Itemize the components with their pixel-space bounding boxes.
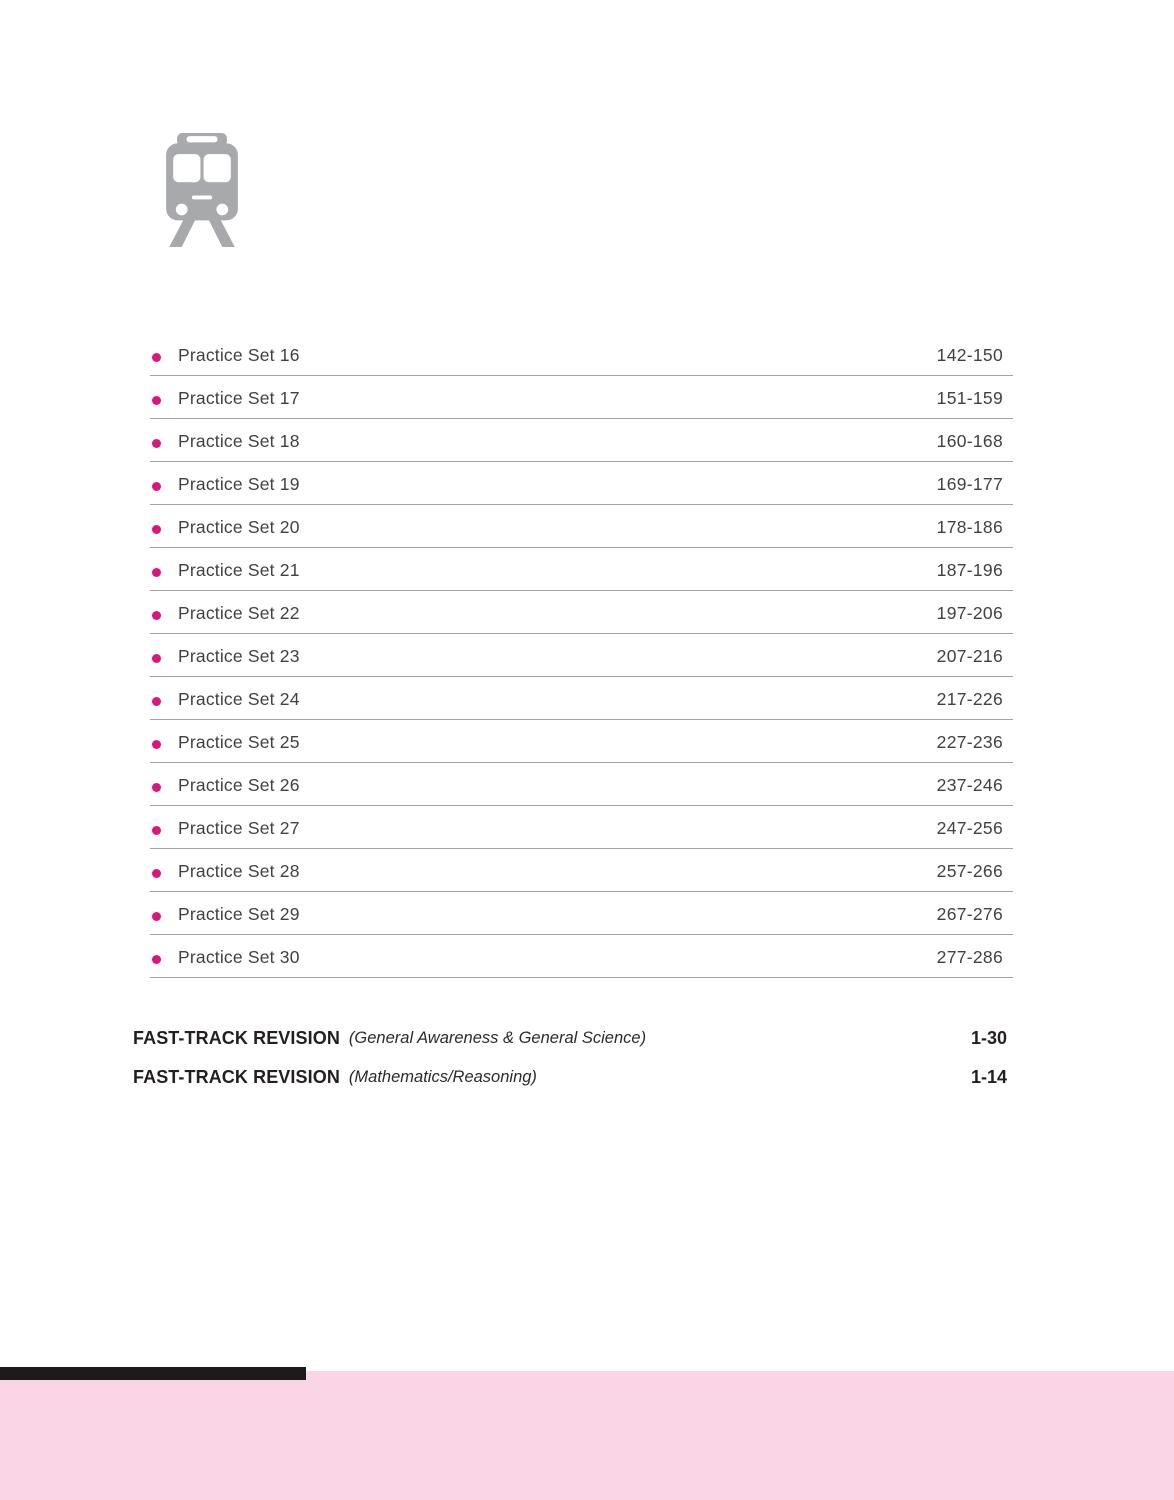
- toc-item-label: Practice Set 19: [178, 474, 300, 494]
- toc-item-pages: 142-150: [936, 345, 1003, 365]
- toc-item-label: Practice Set 23: [178, 646, 300, 666]
- toc-item-label: Practice Set 21: [178, 560, 300, 580]
- revision-row: [133, 1019, 1013, 1058]
- bullet-dot-icon: [152, 826, 161, 835]
- toc-list: [150, 333, 1013, 978]
- toc-item-pages: 151-159: [936, 388, 1003, 408]
- toc-row: [150, 677, 1013, 720]
- revision-row: [133, 1058, 1013, 1097]
- bullet-dot-icon: [152, 439, 161, 448]
- toc-row: [150, 548, 1013, 591]
- toc-item-label: Practice Set 22: [178, 603, 300, 623]
- toc-item-label: Practice Set 20: [178, 517, 300, 537]
- toc-row: [150, 462, 1013, 505]
- bullet-dot-icon: [152, 955, 161, 964]
- bullet-dot-icon: [152, 525, 161, 534]
- toc-item-pages: 169-177: [936, 474, 1003, 494]
- toc-item-pages: 187-196: [936, 560, 1003, 580]
- bullet-dot-icon: [152, 869, 161, 878]
- bullet-dot-icon: [152, 912, 161, 921]
- revision-subtitle: (Mathematics/Reasoning): [348, 1068, 537, 1086]
- toc-row: [150, 935, 1013, 978]
- toc-item-pages: 217-226: [936, 689, 1003, 709]
- toc-item-label: Practice Set 18: [178, 431, 300, 451]
- bullet-dot-icon: [152, 353, 161, 362]
- bullet-dot-icon: [152, 396, 161, 405]
- toc-item-label: Practice Set 24: [178, 689, 300, 709]
- revision-subtitle: (General Awareness & General Science): [348, 1029, 647, 1047]
- toc-item-label: Practice Set 16: [178, 345, 300, 365]
- toc-row: [150, 720, 1013, 763]
- toc-row: [150, 763, 1013, 806]
- toc-item-label: Practice Set 25: [178, 732, 300, 752]
- toc-row: [150, 634, 1013, 677]
- toc-item-pages: 277-286: [936, 947, 1003, 967]
- toc-row: [150, 419, 1013, 462]
- toc-item-pages: 257-266: [936, 861, 1003, 881]
- toc-item-label: Practice Set 26: [178, 775, 300, 795]
- footer-black-bar: [0, 1367, 306, 1380]
- toc-item-label: Practice Set 17: [178, 388, 300, 408]
- revision-list: [133, 1019, 1013, 1097]
- toc-row: [150, 376, 1013, 419]
- footer-pink-band: [0, 1371, 1174, 1500]
- revision-pages: 1-14: [970, 1067, 1007, 1087]
- bullet-dot-icon: [152, 611, 161, 620]
- toc-item-pages: 227-236: [936, 732, 1003, 752]
- train-icon: [163, 133, 241, 247]
- revision-title: FAST-TRACK REVISION: [133, 1028, 340, 1048]
- toc-row: [150, 806, 1013, 849]
- toc-item-label: Practice Set 27: [178, 818, 300, 838]
- toc-item-pages: 197-206: [936, 603, 1003, 623]
- toc-item-pages: 178-186: [936, 517, 1003, 537]
- bullet-dot-icon: [152, 568, 161, 577]
- toc-item-label: Practice Set 30: [178, 947, 300, 967]
- toc-item-label: Practice Set 29: [178, 904, 300, 924]
- toc-row: [150, 892, 1013, 935]
- bullet-dot-icon: [152, 783, 161, 792]
- revision-pages: 1-30: [970, 1028, 1007, 1048]
- toc-row: [150, 849, 1013, 892]
- bullet-dot-icon: [152, 697, 161, 706]
- toc-item-pages: 247-256: [936, 818, 1003, 838]
- toc-item-pages: 207-216: [936, 646, 1003, 666]
- bullet-dot-icon: [152, 482, 161, 491]
- toc-item-pages: 267-276: [936, 904, 1003, 924]
- revision-title: FAST-TRACK REVISION: [133, 1067, 340, 1087]
- toc-item-pages: 160-168: [936, 431, 1003, 451]
- toc-row: [150, 505, 1013, 548]
- bullet-dot-icon: [152, 654, 161, 663]
- bullet-dot-icon: [152, 740, 161, 749]
- toc-row: [150, 333, 1013, 376]
- toc-item-label: Practice Set 28: [178, 861, 300, 881]
- toc-item-pages: 237-246: [936, 775, 1003, 795]
- toc-row: [150, 591, 1013, 634]
